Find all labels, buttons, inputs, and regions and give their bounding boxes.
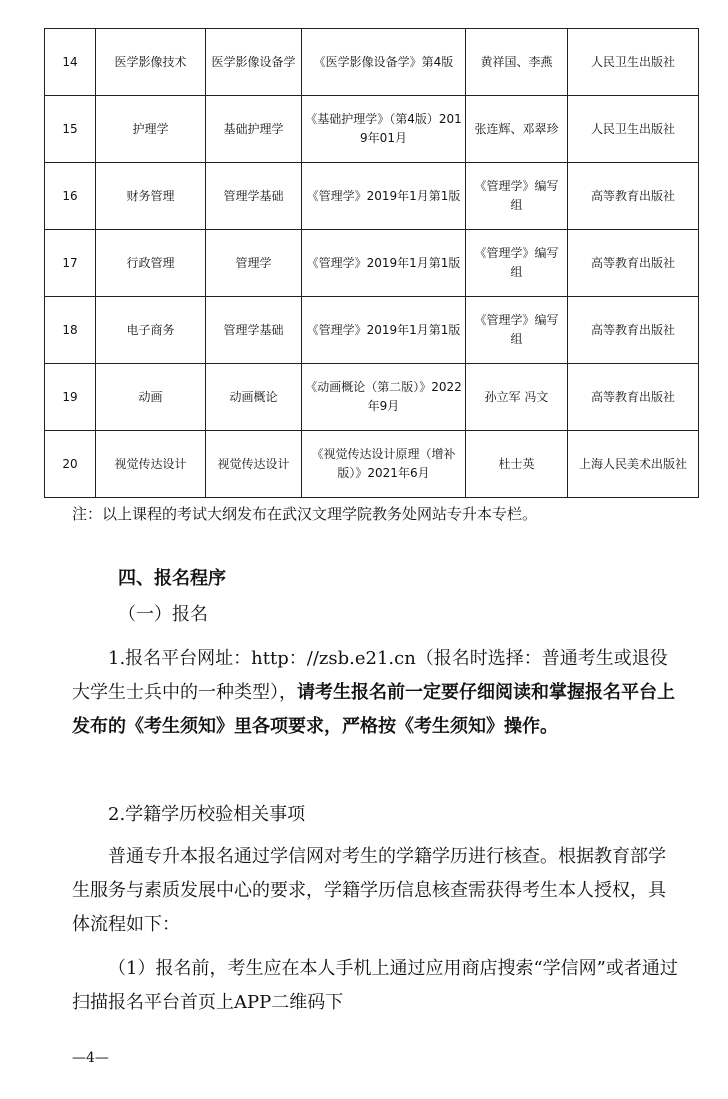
cell-course: 基础护理学	[206, 96, 302, 163]
paragraph-1-normal: 1.报名平台网址：http：//zsb.e21.cn（报名时选择：普通考生或退役大学生士兵中的一种类型），	[72, 648, 668, 703]
table-row	[45, 431, 699, 498]
cell-course: 动画概论	[206, 364, 302, 431]
cell-publisher: 人民卫生出版社	[568, 29, 699, 96]
table-row	[45, 230, 699, 297]
cell-publisher: 人民卫生出版社	[568, 96, 699, 163]
cell-publisher: 高等教育出版社	[568, 364, 699, 431]
cell-no: 15	[45, 96, 96, 163]
cell-no: 17	[45, 230, 96, 297]
cell-major: 医学影像技术	[96, 29, 206, 96]
cell-author: 杜士英	[466, 431, 568, 498]
cell-author: 《管理学》编写组	[466, 230, 568, 297]
cell-no: 18	[45, 297, 96, 364]
page-number: —4—	[72, 1050, 109, 1066]
table-row	[45, 297, 699, 364]
cell-major: 电子商务	[96, 297, 206, 364]
cell-publisher: 高等教育出版社	[568, 163, 699, 230]
cell-course: 管理学基础	[206, 297, 302, 364]
cell-major: 行政管理	[96, 230, 206, 297]
cell-book: 《基础护理学》（第4版）2019年01月	[302, 96, 466, 163]
cell-publisher: 上海人民美术出版社	[568, 431, 699, 498]
table-row	[45, 29, 699, 96]
cell-author: 孙立军 冯文	[466, 364, 568, 431]
paragraph-1	[72, 642, 682, 744]
paragraph-4: （1）报名前，考生应在本人手机上通过应用商店搜索“学信网”或者通过扫描报名平台首页上APP二维码下	[72, 958, 678, 1013]
cell-course: 视觉传达设计	[206, 431, 302, 498]
table-row	[45, 163, 699, 230]
section-title: 四、报名程序	[118, 568, 226, 589]
table-row	[45, 364, 699, 431]
cell-author: 张连辉、邓翠珍	[466, 96, 568, 163]
cell-author: 《管理学》编写组	[466, 163, 568, 230]
cell-course: 医学影像设备学	[206, 29, 302, 96]
cell-no: 14	[45, 29, 96, 96]
cell-no: 19	[45, 364, 96, 431]
cell-author: 《管理学》编写组	[466, 297, 568, 364]
cell-publisher: 高等教育出版社	[568, 297, 699, 364]
cell-course: 管理学	[206, 230, 302, 297]
cell-major: 动画	[96, 364, 206, 431]
table-note: 注：以上课程的考试大纲发布在武汉文理学院教务处网站专升本专栏。	[72, 505, 538, 523]
paragraph-1-bold: 请考生报名前一定要仔细阅读和掌握报名平台上发布的《考生须知》里各项要求，严格按《考生须知》操作。	[72, 682, 675, 737]
cell-no: 16	[45, 163, 96, 230]
cell-book: 《医学影像设备学》第4版	[302, 29, 466, 96]
cell-book: 《管理学》2019年1月第1版	[302, 163, 466, 230]
cell-publisher: 高等教育出版社	[568, 230, 699, 297]
cell-major: 视觉传达设计	[96, 431, 206, 498]
cell-book: 《视觉传达设计原理（增补版）》2021年6月	[302, 431, 466, 498]
cell-major: 财务管理	[96, 163, 206, 230]
cell-no: 20	[45, 431, 96, 498]
table-row	[45, 96, 699, 163]
cell-author: 黄祥国、李燕	[466, 29, 568, 96]
course-table	[44, 28, 699, 498]
paragraph-3: 普通专升本报名通过学信网对考生的学籍学历进行核查。根据教育部学生服务与素质发展中心的要求，学籍学历信息核查需获得考生本人授权，具体流程如下：	[72, 846, 666, 935]
cell-book: 《管理学》2019年1月第1版	[302, 297, 466, 364]
cell-book: 《管理学》2019年1月第1版	[302, 230, 466, 297]
cell-course: 管理学基础	[206, 163, 302, 230]
sub-title: （一）报名	[118, 604, 208, 625]
paragraph-2: 2.学籍学历校验相关事项	[108, 804, 306, 825]
cell-major: 护理学	[96, 96, 206, 163]
cell-book: 《动画概论（第二版）》2022年9月	[302, 364, 466, 431]
